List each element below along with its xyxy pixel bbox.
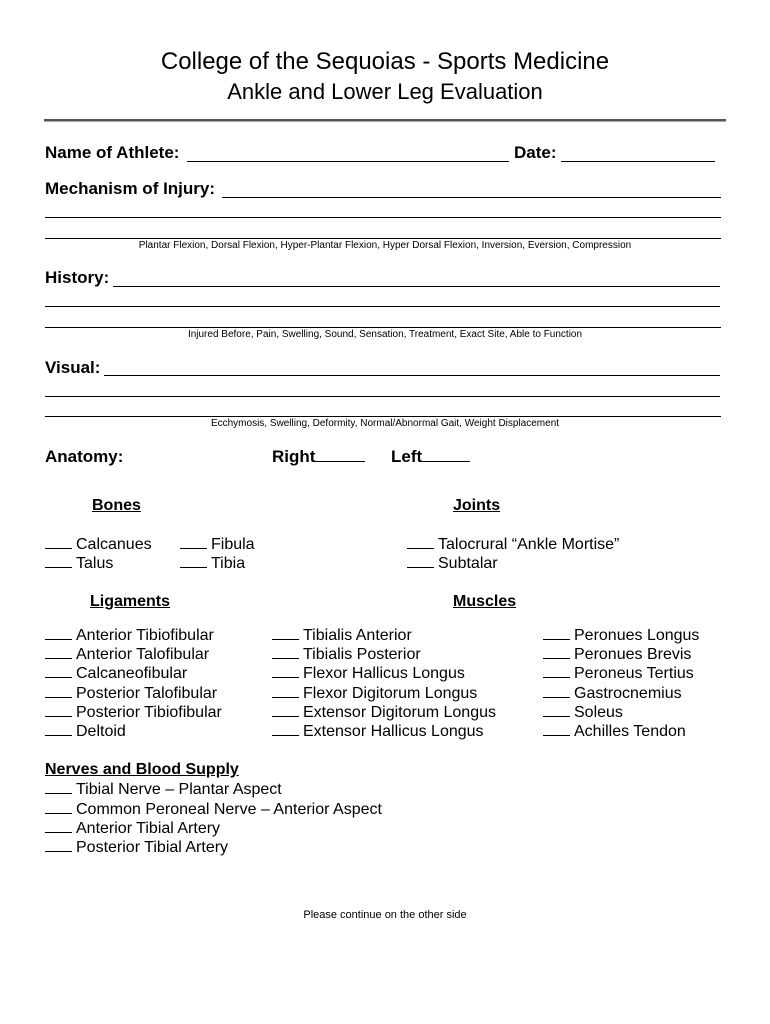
muscle-item[interactable]	[543, 664, 694, 683]
muscle-label: Tibialis Anterior	[303, 627, 412, 644]
ligament-label: Anterior Tibiofibular	[76, 627, 214, 644]
date-field[interactable]	[561, 161, 715, 162]
nerve-item[interactable]	[45, 838, 228, 857]
ligament-label: Posterior Tibiofibular	[76, 704, 222, 721]
checkbox-blank[interactable]	[543, 626, 570, 640]
checkbox-blank[interactable]	[543, 664, 570, 678]
visual-field-line-1[interactable]	[104, 375, 720, 376]
mechanism-field-line-2[interactable]	[45, 217, 721, 218]
checkbox-blank[interactable]	[45, 722, 72, 736]
visual-label: Visual:	[45, 358, 101, 377]
muscle-item[interactable]	[272, 684, 477, 703]
joint-item-talocrural[interactable]	[407, 535, 619, 554]
muscle-label: Tibialis Posterior	[303, 646, 421, 663]
bone-item-calcanues[interactable]	[45, 535, 152, 554]
left-label: Left	[391, 447, 423, 466]
nerve-item[interactable]	[45, 780, 282, 799]
muscle-item[interactable]	[272, 626, 412, 645]
muscle-label: Flexor Digitorum Longus	[303, 685, 478, 702]
checkbox-blank[interactable]	[45, 703, 72, 717]
checkbox-blank[interactable]	[45, 535, 72, 549]
muscles-heading: Muscles	[453, 593, 517, 610]
joint-label: Subtalar	[438, 555, 498, 572]
form-title: College of the Sequoias - Sports Medicine	[160, 48, 610, 75]
history-field-line-1[interactable]	[113, 286, 720, 287]
bone-label: Talus	[76, 555, 114, 572]
visual-hint: Ecchymosis, Swelling, Deformity, Normal/Abnormal Gait, Weight Displacement	[210, 418, 560, 429]
bone-label: Fibula	[211, 536, 255, 553]
bone-item-tibia[interactable]	[180, 554, 245, 573]
muscle-item[interactable]	[543, 703, 623, 722]
mechanism-field-line-3[interactable]	[45, 238, 721, 239]
bone-item-talus[interactable]	[45, 554, 113, 573]
ligament-item[interactable]	[45, 684, 217, 703]
muscle-label: Gastrocnemius	[574, 685, 682, 702]
checkbox-blank[interactable]	[180, 554, 207, 568]
ligament-item[interactable]	[45, 645, 209, 664]
bone-item-fibula[interactable]	[180, 535, 255, 554]
checkbox-blank[interactable]	[272, 722, 299, 736]
ligament-item[interactable]	[45, 722, 126, 741]
checkbox-blank[interactable]	[407, 554, 434, 568]
checkbox-blank[interactable]	[180, 535, 207, 549]
muscle-item[interactable]	[272, 664, 465, 683]
history-label: History:	[45, 268, 110, 287]
history-field-line-2[interactable]	[45, 306, 720, 307]
ligament-label: Calcaneofibular	[76, 665, 188, 682]
muscle-label: Extensor Digitorum Longus	[303, 704, 496, 721]
ligament-label: Posterior Talofibular	[76, 685, 218, 702]
muscle-label: Peronues Longus	[574, 627, 700, 644]
joint-item-subtalar[interactable]	[407, 554, 498, 573]
nerve-label: Common Peroneal Nerve – Anterior Aspect	[76, 801, 382, 818]
right-side-option[interactable]	[272, 447, 365, 467]
muscle-item[interactable]	[272, 645, 421, 664]
checkbox-blank[interactable]	[45, 838, 72, 852]
muscle-label: Peronues Brevis	[574, 646, 692, 663]
header-divider	[44, 119, 726, 121]
bone-label: Calcanues	[76, 536, 152, 553]
joint-label: Talocrural “Ankle Mortise”	[438, 536, 620, 553]
right-label: Right	[272, 447, 316, 466]
muscle-item[interactable]	[272, 703, 496, 722]
muscle-label: Extensor Hallicus Longus	[303, 723, 484, 740]
checkbox-blank[interactable]	[45, 684, 72, 698]
checkbox-blank[interactable]	[272, 703, 299, 717]
athlete-name-label: Name of Athlete:	[45, 143, 180, 162]
muscle-item[interactable]	[543, 684, 682, 703]
checkbox-blank[interactable]	[543, 645, 570, 659]
muscle-item[interactable]	[272, 722, 484, 741]
checkbox-blank[interactable]	[543, 722, 570, 736]
bones-heading: Bones	[92, 497, 141, 514]
muscle-item[interactable]	[543, 722, 686, 741]
bone-label: Tibia	[211, 555, 246, 572]
mechanism-field-line-1[interactable]	[222, 197, 721, 198]
muscle-label: Peroneus Tertius	[574, 665, 694, 682]
checkbox-blank[interactable]	[45, 800, 72, 814]
ligament-label: Anterior Talofibular	[76, 646, 210, 663]
checkbox-blank[interactable]	[272, 626, 299, 640]
ligament-item[interactable]	[45, 703, 222, 722]
nerve-item[interactable]	[45, 819, 220, 838]
checkbox-blank[interactable]	[407, 535, 434, 549]
form-subtitle: Ankle and Lower Leg Evaluation	[227, 79, 543, 104]
visual-field-line-2[interactable]	[45, 396, 720, 397]
anatomy-label: Anatomy:	[45, 447, 124, 466]
checkbox-blank[interactable]	[543, 684, 570, 698]
footer-note: Please continue on the other side	[303, 909, 467, 921]
ligament-label: Deltoid	[76, 723, 126, 740]
history-hint: Injured Before, Pain, Swelling, Sound, Sensation, Treatment, Exact Site, Able to Function	[187, 329, 583, 340]
muscle-label: Achilles Tendon	[574, 723, 686, 740]
athlete-name-field[interactable]	[187, 161, 509, 162]
left-side-option[interactable]	[391, 447, 470, 467]
checkbox-blank[interactable]	[45, 645, 72, 659]
ligament-item[interactable]	[45, 626, 214, 645]
checkbox-blank[interactable]	[543, 703, 570, 717]
nerve-label: Tibial Nerve – Plantar Aspect	[76, 781, 282, 798]
nerve-label: Anterior Tibial Artery	[76, 820, 221, 837]
checkbox-blank[interactable]	[272, 645, 299, 659]
muscle-label: Flexor Hallicus Longus	[303, 665, 465, 682]
checkbox-blank[interactable]	[45, 819, 72, 833]
checkbox-blank[interactable]	[272, 664, 299, 678]
ligament-item[interactable]	[45, 664, 187, 683]
ligaments-heading: Ligaments	[90, 593, 171, 610]
visual-field-line-3[interactable]	[45, 416, 721, 417]
left-blank[interactable]	[422, 447, 470, 462]
checkbox-blank[interactable]	[45, 554, 72, 568]
mechanism-label: Mechanism of Injury:	[45, 179, 216, 198]
muscle-label: Soleus	[574, 704, 623, 721]
checkbox-blank[interactable]	[45, 780, 72, 794]
muscle-item[interactable]	[543, 645, 691, 664]
joints-heading: Joints	[453, 497, 501, 514]
checkbox-blank[interactable]	[45, 664, 72, 678]
checkbox-blank[interactable]	[272, 684, 299, 698]
nerves-heading: Nerves and Blood Supply	[45, 761, 239, 778]
right-blank[interactable]	[315, 447, 365, 462]
muscle-item[interactable]	[543, 626, 699, 645]
checkbox-blank[interactable]	[45, 626, 72, 640]
nerve-label: Posterior Tibial Artery	[76, 839, 229, 856]
mechanism-hint: Plantar Flexion, Dorsal Flexion, Hyper-Plantar Flexion, Hyper Dorsal Flexion, Inversion, Eversion, Compression	[138, 240, 632, 251]
date-label: Date:	[514, 143, 557, 162]
history-field-line-3[interactable]	[45, 327, 721, 328]
nerve-item[interactable]	[45, 800, 382, 819]
